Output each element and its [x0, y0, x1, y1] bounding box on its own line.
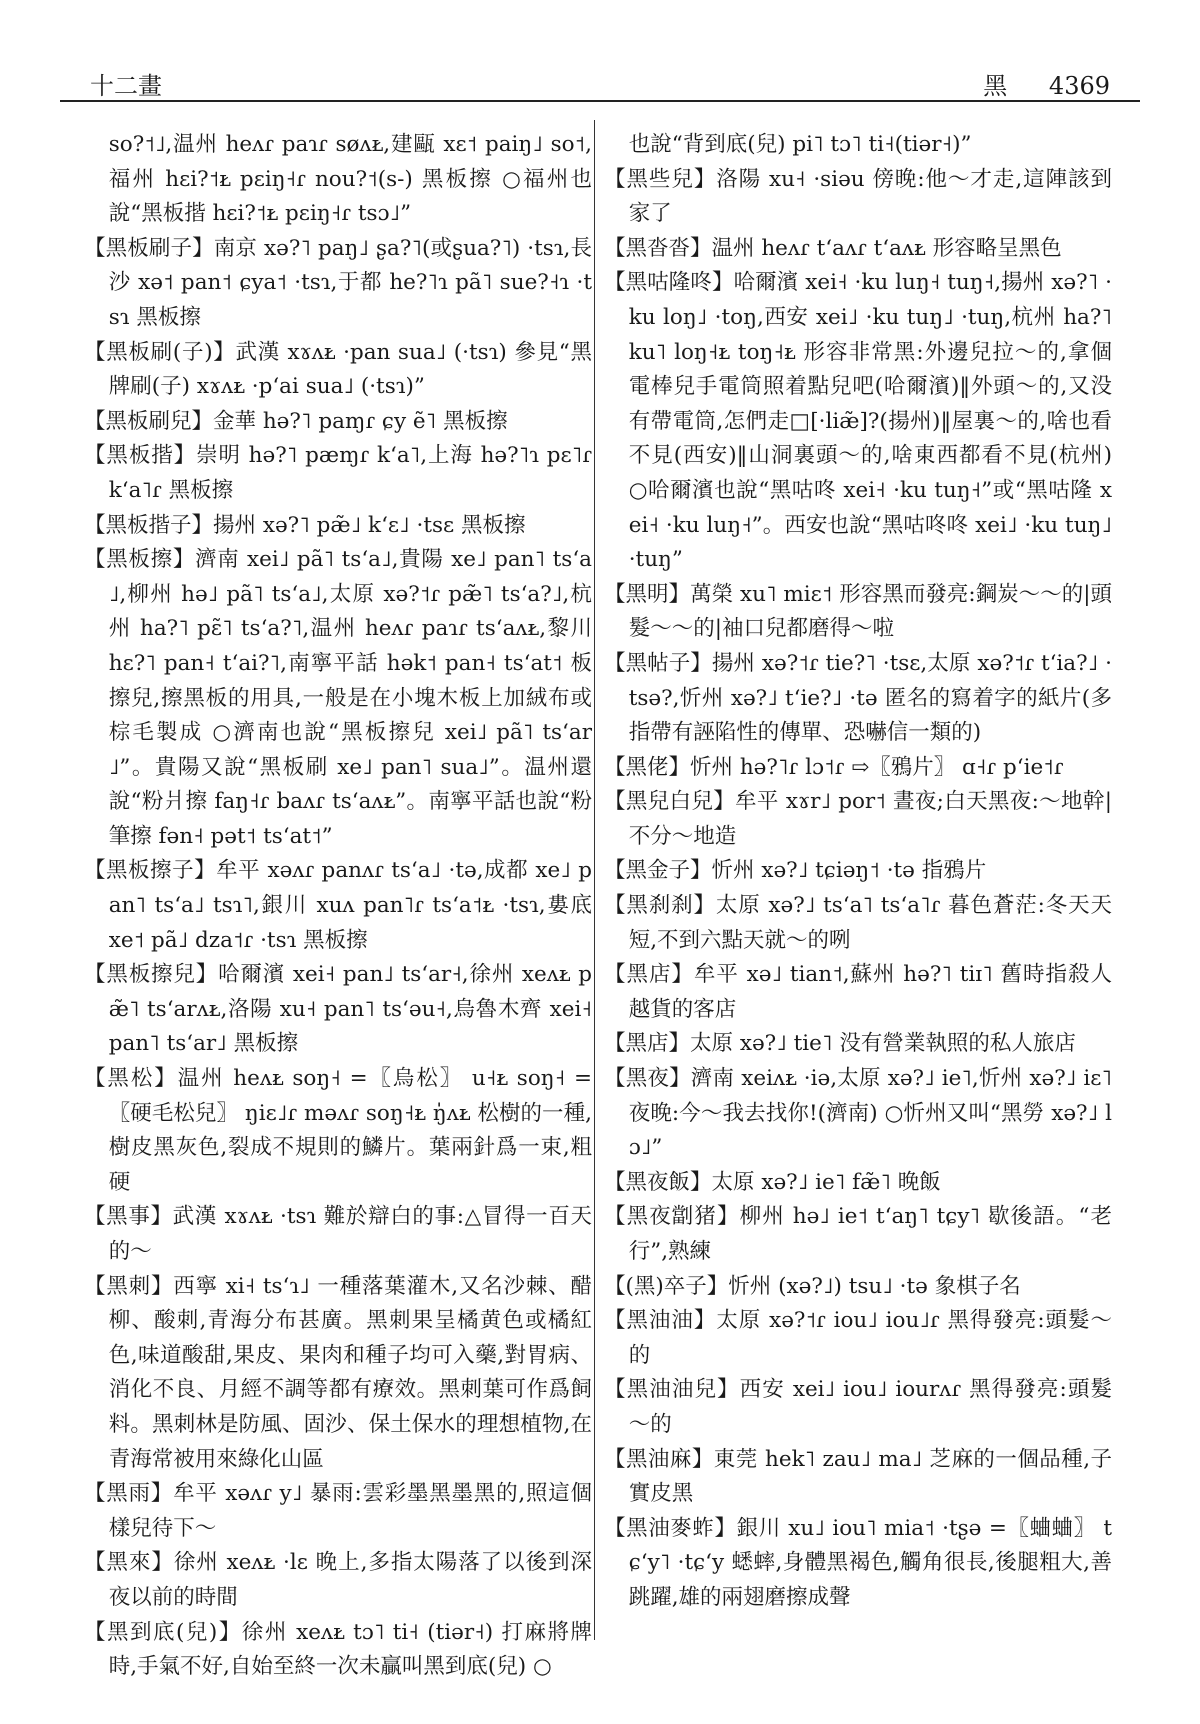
dictionary-entry: 【黑來】徐州 xeʌᴌ ·lɛ 晚上,多指太陽落了以後到深夜以前的時間 [84, 1550, 592, 1610]
dictionary-entry: 【黑板刷(子)】武漢 xɤʌᴌ ·pan sua˩ (·tsɿ) 參見“黑牌刷(子) xɤʌᴌ ·pʻai sua˩ (·tsɿ)” [84, 339, 592, 400]
dictionary-entry: 【黑板刷子】南京 xə?˥ paŋ˩ ʂa?˥(或ʂua?˥) ·tsɿ,長沙 xə˦ pan˦ ɕya˦ ·tsɿ,于都 he?˥ɿ pã˥ sue?˧ɿ ·tsɿ 黑板擦 [84, 235, 592, 330]
dictionary-entry: 【黑松】温州 heʌᴌ soŋ˧ =〖烏松〗 u˧ᴌ soŋ˧ =〖硬毛松兒〗 ŋiɛ˩ɾ məʌɾ soŋ˧ᴌ ŋ̍ʌᴌ 松樹的一種,樹皮黑灰色,裂成不規則的鱗片。葉兩針爲一束,粗硬 [84, 1066, 592, 1195]
dictionary-entry: 【黑油油兒】西安 xei˩ iou˩ iourʌɾ 黑得發亮:頭髮～的 [604, 1377, 1112, 1437]
dictionary-entry: 【黑明】萬榮 xu˥ miɛ˦ 形容黑而發亮:鋼炭～～的|頭髮～～的|袖口兒都磨得～啦 [604, 581, 1112, 642]
dictionary-entry: 【黑夜劏猪】柳州 hə˩ ie˦ tʻaŋ˥ tɕy˥ 歇後語。“老行”,熟練 [604, 1204, 1112, 1264]
dictionary-entry: 【黑板擦】濟南 xei˩ pã˥ tsʻa˩,貴陽 xe˩ pan˥ tsʻa˩,柳州 hə˩ pã˥ tsʻa˩,太原 xə?˦ɾ pæ̃˥ tsʻa?˩,杭州 ha?˥ pɛ̃˥ tsʻa?˥,温州 heʌɾ paɿɾ tsʻaʌᴌ,黎川 hɛ?˥ pan˧ tʻai?˥,南寧平話 hək˦ pan˧ tsʻat˦ 板擦兒,擦黑板的用具,一般是在小塊木板上加絨布或棕毛製成 ○濟南也說“黑板擦兒 xei˩ pã˥ tsʻar˩”。貴陽又說“黑板刷 xe˩ pan˥ sua˩”。温州還說“粉爿擦 faŋ˧ɾ baʌɾ tsʻaʌᴌ”。南寧平話也說“粉筆擦 fən˧ pət˦ tsʻat˦” [84, 547, 592, 849]
dictionary-entry: 【黑油麥蚱】銀川 xu˩ iou˥ mia˦ ·tʂə =〖蛐蛐〗 tɕʻy˥ ·tɕʻy 蟋蟀,身體黑褐色,觸角很長,後腿粗大,善跳躍,雄的兩翅磨擦成聲 [604, 1515, 1112, 1610]
left-column [84, 128, 592, 1685]
dictionary-entry: 【黑兒白兒】牟平 xɤr˩ por˦ 晝夜;白天黑夜:～地幹|不分～地造 [604, 789, 1112, 849]
dictionary-entry: 【黑油油】太原 xə?˦ɾ iou˩ iou˩ɾ 黑得發亮:頭髮～的 [604, 1308, 1112, 1368]
dictionary-entry: 【黑咕隆咚】哈爾濱 xei˧ ·ku luŋ˧ tuŋ˧,揚州 xə?˥ ·ku loŋ˩ ·toŋ,西安 xei˩ ·ku tuŋ˩ ·tuŋ,杭州 ha?˥ ku˥ loŋ˧ᴌ toŋ˧ᴌ 形容非常黑:外邊兒拉～的,拿個電棒兒手電筒照着點兒吧(哈爾濱)‖外頭～的,又没有帶電筒,怎們走□[·liæ̃]?(揚州)‖屋裏～的,啥也看不見(西安)‖山洞裏頭～的,啥東西都看不見(杭州) ○哈爾濱也說“黑咕咚 xei˧ ·ku tuŋ˧”或“黑咕隆 xei˧ ·ku luŋ˧”。西安也說“黑咕咚咚 xei˩ ·ku tuŋ˩ ·tuŋ” [604, 270, 1112, 573]
page-header [60, 60, 1140, 102]
entry-continuation: so?˦˩,温州 heʌɾ paɿɾ søʌᴌ,建甌 xɛ˦ paiŋ˩ so˦,福州 hɛi?˦ᴌ pɛiŋ˧ɾ nou?˦(s-) 黑板擦 ○福州也說“黑板揩 hɛi?˦ᴌ pɛiŋ˧ɾ tsɔ˩” [108, 132, 592, 227]
dictionary-entry: 【黑板揩】崇明 hə?˥ pæɱɾ kʻa˥,上海 hə?˥ɿ pɛ˥ɾ kʻa˥ɾ 黑板擦 [84, 443, 592, 503]
dictionary-entry: 【黑油麻】東莞 hek˥ zau˩ ma˩ 芝麻的一個品種,子實皮黑 [604, 1446, 1112, 1507]
dictionary-entry: 【黑夜飯】太原 xə?˩ ie˥ fæ̃˥ 晚飯 [604, 1169, 941, 1195]
dictionary-entry: 【黑店】太原 xə?˩ tie˥ 没有營業執照的私人旅店 [604, 1031, 1076, 1057]
page-number: 4369 [1048, 72, 1110, 100]
page-head-right [949, 66, 1110, 101]
dictionary-entry: 【黑夜】濟南 xeiʌᴌ ·iə,太原 xə?˩ ie˥,忻州 xə?˩ iɛ˥ 夜晚:今～我去找你!(濟南) ○忻州又叫“黑勞 xə?˩ lɔ˩” [604, 1066, 1112, 1161]
dictionary-entry: 【黑板刷兒】金華 hə?˥ paɱɾ ɕy ẽ˥ 黑板擦 [84, 408, 508, 434]
entry-continuation: 也說“背到底(兒) pi˥ tɔ˥ ti˧(tiər˧)” [628, 132, 972, 157]
column-divider [594, 120, 595, 1640]
dictionary-entry: 【黑板擦子】牟平 xəʌɾ panʌɾ tsʻa˩ ·tə,成都 xe˩ pan˥ tsʻa˩ tsɿ˥,銀川 xuʌ pan˥ɾ tsʻa˦ᴌ ·tsɿ,婁底 xe˦ pã˩ dza˦ɾ ·tsɿ 黑板擦 [84, 858, 592, 953]
dictionary-entry: 【黑刺】西寧 xi˧ tsʻɿ˩ 一種落葉灌木,又名沙棘、醋柳、酸刺,青海分布甚廣。黑刺果呈橘黄色或橘紅色,味道酸甜,果皮、果肉和種子均可入藥,對胃病、消化不良、月經不調等都有療效。黑刺葉可作爲飼料。黑刺林是防風、固沙、保土保水的理想植物,在青海常被用來綠化山區 [84, 1273, 592, 1472]
dictionary-entry: 【黑到底(兒)】徐州 xeʌᴌ tɔ˥ ti˧ (tiər˧) 打麻將牌時,手氣不好,自始至終一次未贏叫黑到底(兒) ○ [84, 1619, 592, 1680]
dictionary-entry: 【黑沓沓】温州 heʌɾ tʻaʌɾ tʻaʌᴌ 形容略呈黑色 [604, 235, 1062, 261]
dictionary-entry: 【黑些兒】洛陽 xu˧ ·siəu 傍晚:他～才走,這陣該到家了 [604, 166, 1112, 227]
dictionary-entry: 【黑金子】忻州 xə?˩ tɕiəŋ˦ ·tə 指鴉片 [604, 858, 987, 884]
right-column [604, 128, 1112, 1616]
dictionary-entry: 【黑板擦兒】哈爾濱 xei˧ pan˩ tsʻar˧,徐州 xeʌᴌ pæ̃˥ tsʻarʌᴌ,洛陽 xu˧ pan˥ tsʻəu˧,烏魯木齊 xei˧ pan˥ tsʻar˩ 黑板擦 [84, 962, 592, 1057]
dictionary-entry: 【(黑)卒子】忻州 (xə?˩) tsu˩ ·tə 象棋子名 [604, 1273, 1021, 1299]
dictionary-entry: 【黑事】武漢 xɤʌᴌ ·tsɿ 難於辯白的事:△冒得一百天的～ [84, 1204, 592, 1264]
dictionary-entry: 【黑帖子】揚州 xə?˦ɾ tie?˥ ·tsɛ,太原 xə?˦ɾ tʻia?˩ ·tsə?,忻州 xə?˩ tʻie?˩ ·tə 匿名的寫着字的紙片(多指帶有誣陷性的傳單、恐嚇信一類的) [604, 650, 1112, 746]
dictionary-entry: 【黑雨】牟平 xəʌɾ y˩ 暴雨:雲彩墨黑墨黑的,照這個樣兒待下～ [84, 1481, 592, 1541]
dictionary-entry: 【黑板揩子】揚州 xə?˥ pæ̃˩ kʻɛ˩ ·tsɛ 黑板擦 [84, 512, 526, 538]
dictionary-entry: 【黑刹刹】太原 xə?˩ tsʻa˥ tsʻa˥ɾ 暮色蒼茫:冬天天短,不到六點天就～的咧 [604, 893, 1112, 953]
dictionary-entry: 【黑店】牟平 xə˩ tian˦,蘇州 hə?˥ tiɪ˥ 舊時指殺人越貨的客店 [604, 962, 1112, 1022]
section-heading: 十二畫 [90, 72, 162, 100]
head-character: 黑 [983, 72, 1008, 100]
dictionary-entry: 【黑佬】忻州 hə?˥ɾ lɔ˦ɾ ⇨〖鴉片〗 ɑ˧ɾ pʻie˦ɾ [604, 754, 1064, 780]
